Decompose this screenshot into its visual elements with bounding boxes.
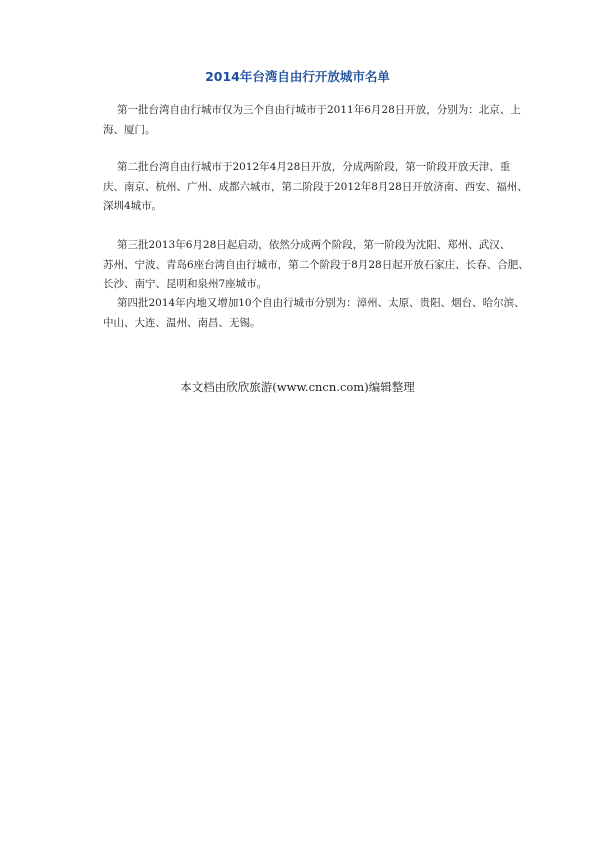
paragraph-line: 第三批2013年6月28日起启动，依然分成两个阶段，第一阶段为沈阳、郑州、武汉、: [117, 239, 511, 251]
document-footer: 本文档由欣欣旅游(www.cncn.com)编辑整理: [180, 380, 415, 394]
paragraph-line: 深圳4城市。: [103, 200, 163, 212]
paragraph-line: 中山、大连、温州、南昌、无锡。: [103, 316, 261, 329]
paragraph-line: 第四批2014年内地又增加10个自由行城市分别为：漳州、太原、贵阳、烟台、哈尔滨、: [117, 297, 525, 309]
paragraph-fourth-batch: [103, 294, 525, 333]
paragraph-line: 苏州、宁波、青岛6座台湾自由行城市，第二个阶段于8月28日起开放石家庄、长春、合肥、: [103, 258, 529, 271]
paragraph-line: 第一批台湾自由行城市仅为三个自由行城市于2011年6月28日开放，分别为：北京、上: [117, 104, 521, 116]
paragraph-line: 长沙、南宁、昆明和泉州7座城市。: [103, 278, 268, 290]
paragraph-line: 第二批台湾自由行城市于2012年4月28日开放，分成两阶段，第一阶段开放天津、重: [117, 161, 511, 173]
paragraph-second-batch: [103, 158, 528, 217]
paragraph-first-batch: [103, 101, 521, 140]
paragraph-line: 庆、南京、杭州、广州、成都六城市，第二阶段于2012年8月28日开放济南、西安、福州、: [103, 180, 528, 193]
document-title: 2014年台湾自由行开放城市名单: [205, 69, 390, 84]
paragraph-third-batch: [103, 236, 529, 295]
paragraph-line: 海、厦门。: [103, 123, 156, 136]
